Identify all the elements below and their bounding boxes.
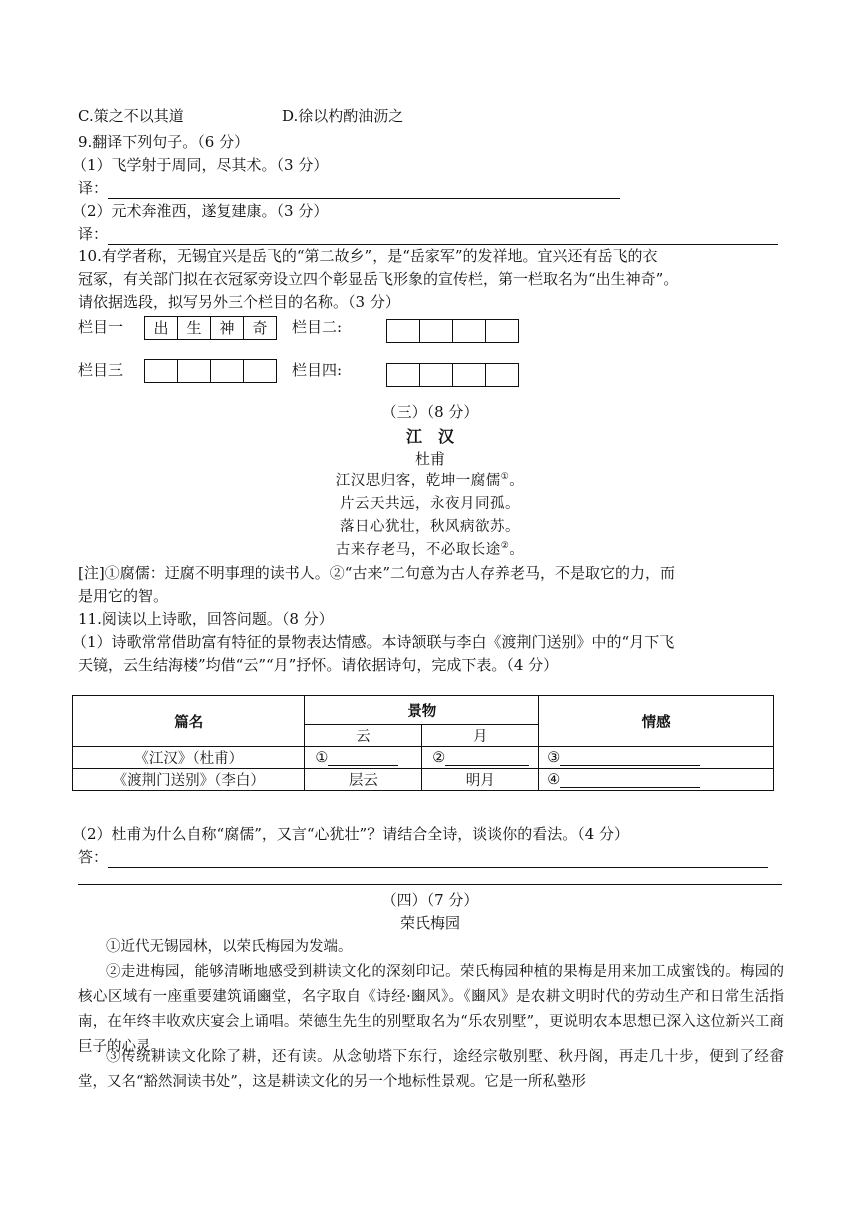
blank-3-cell[interactable]: ③ [539,747,774,769]
row-title: 《渡荆门送别》（李白） [73,769,305,791]
char-box: 生 [178,317,211,339]
column-3-label: 栏目三 [78,361,124,379]
footnote-mark: ② [500,541,510,552]
option-c: C.策之不以其道 [78,107,184,125]
char-box: 奇 [252,319,268,337]
char-box[interactable] [420,364,453,386]
header-scene: 景物 [305,696,539,725]
char-box[interactable] [420,320,453,342]
poem-line-4: 古来存老马，不必取长途②。 [335,541,525,558]
char-box: 出 [145,317,178,339]
column-1-boxes [144,316,277,340]
q10-line-2: 冠冢，有关部门拟在衣冠冢旁设立四个彰显岳飞形象的宣传栏，第一栏取名为“出生神奇”。 [78,270,679,288]
blank-2-cell[interactable]: ② [422,747,539,769]
char-box[interactable] [453,320,486,342]
footnote-mark: ① [500,472,510,483]
header-emotion: 情感 [539,696,774,747]
q10-line-3: 请依据选段，拟写另外三个栏目的名称。（3 分） [78,293,400,311]
char-box[interactable] [486,320,518,342]
poem-title: 江 汉 [405,427,454,446]
note-line-1: [注]①腐儒：迂腐不明事理的读书人。②“古来”二句意为古人存养老马，不是取它的力，而 [78,564,676,582]
translate-label: 译： [78,179,109,197]
imagery-table [72,695,774,791]
q9-sentence-2: （2）元术奔淮西，遂复建康。（3 分） [72,202,329,220]
q10-line-1: 10.有学者称，无锡宜兴是岳飞的“第二故乡”，是“岳家军”的发祥地。宜兴还有岳飞的衣 [78,247,658,265]
column-2-label: 栏目二: [292,318,343,336]
section-3-header: （三）（8 分） [381,403,479,421]
blank-4-cell[interactable]: ④ [539,769,774,791]
paragraph-2: ②走进梅园，能够清晰地感受到耕读文化的深刻印记。荣氏梅园种植的果梅是用来加工成蜜饯的。梅园的核心区域有一座重要建筑诵豳堂，名字取自《诗经·豳风》。《豳风》是农耕文明时代的劳动生产和日常生活指南，在年终丰收欢庆宴会上诵唱。荣德生先生的别墅取名为“乐农别墅”，更说明农本思想已深入这位新兴工商巨子的心灵。 [78,964,784,1055]
paragraph-1: ①近代无锡园林，以荣氏梅园为发端。 [106,939,353,955]
char-box[interactable] [145,360,178,382]
poet-name: 杜甫 [414,450,445,468]
answer-line-2[interactable] [78,884,782,885]
header-cloud: 云 [305,725,422,747]
poem-line-3: 落日心犹壮，秋风病欲苏。 [340,519,520,535]
note-line-2: 是用它的智。 [78,587,169,605]
q11-stem: 11.阅读以上诗歌，回答问题。（8 分） [78,610,334,628]
char-box[interactable] [211,360,244,382]
q9-sentence-1: （1）飞学射于周同，尽其术。（3 分） [72,156,329,174]
q9-stem: 9.翻译下列句子。（6 分） [78,133,250,151]
row-title: 《江汉》（杜甫） [73,747,305,769]
poem-line-2: 片云天共远，永夜月同孤。 [340,496,520,512]
char-box[interactable] [453,364,486,386]
column-4-label: 栏目四: [292,361,343,379]
cloud-cell: 层云 [305,769,422,791]
header-moon: 月 [422,725,539,747]
column-1-label: 栏目一 [78,318,124,336]
column-4-boxes[interactable] [386,363,519,387]
column-2-boxes[interactable] [386,319,519,343]
option-d: D.徐以杓酌油沥之 [282,107,404,125]
char-box[interactable] [387,320,420,342]
answer-line[interactable] [108,851,768,868]
q11-part1-line-2: 天镜，云生结海楼”均借“云”“月”抒怀。请依据诗句，完成下表。（4 分） [78,656,559,674]
section-4-header: （四）（7 分） [381,891,479,909]
char-box[interactable] [178,360,211,382]
char-box[interactable] [387,364,420,386]
translate-label: 译： [78,225,109,243]
column-3-boxes[interactable] [144,359,277,383]
q11-answer [78,847,768,868]
q11-part2: （2）杜甫为什么自称“腐儒”，又言“心犹壮”？请结合全诗，谈谈你的看法。（4 分） [72,825,630,843]
answer-label: 答： [78,848,109,866]
poem-line-1: 江汉思归客，乾坤一腐儒①。 [335,472,525,489]
answer-line[interactable] [108,182,620,199]
article-title: 荣氏梅园 [399,914,460,932]
char-box[interactable] [486,364,518,386]
q9-answer-1 [78,178,620,199]
header-title: 篇名 [73,696,305,747]
answer-line[interactable] [108,228,778,245]
q9-answer-2 [78,224,778,245]
paragraph-3: ③传统耕读文化除了耕，还有读。从念劬塔下东行，途经宗敬别墅、秋丹阁，再走几十步，便到了经畲堂，又名“豁然洞读书处”，这是耕读文化的另一个地标性景观。它是一所私塾形 [78,1049,784,1090]
moon-cell: 明月 [422,769,539,791]
char-box: 神 [211,317,244,339]
q11-part1-line-1: （1）诗歌常常借助富有特征的景物表达情感。本诗颔联与李白《渡荆门送别》中的“月下飞 [72,633,675,651]
char-box[interactable] [244,360,276,382]
blank-1-cell[interactable]: ① [305,747,422,769]
